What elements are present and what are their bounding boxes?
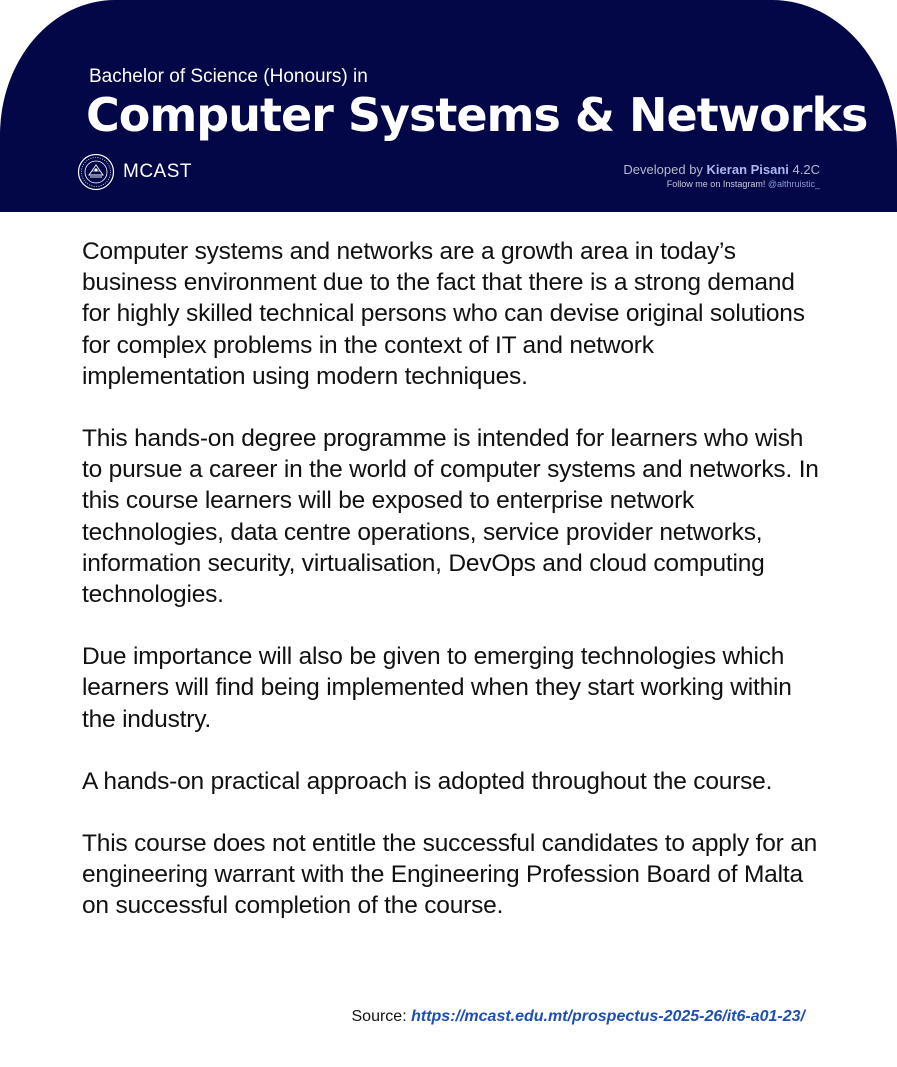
page-title: Computer Systems & Networks bbox=[86, 88, 868, 142]
description-paragraph: A hands-on practical approach is adopted throughout the course. bbox=[82, 767, 773, 795]
source-label: Source: bbox=[351, 1008, 412, 1025]
brand-name: MCAST bbox=[123, 161, 192, 182]
author-name: Kieran Pisani bbox=[706, 162, 789, 177]
description-paragraph: This hands-on degree programme is intended for learners who wish to pursue a career in the world of computer systems and networks. In this course learners will be exposed to enterprise network technologies, data centre operations, service provider networks, information security, virtualisation, DevOps and cloud computing technologies. bbox=[82, 425, 819, 609]
course-description bbox=[82, 236, 822, 953]
follow-text: Follow me on Instagram! bbox=[666, 179, 768, 189]
mcast-seal-icon bbox=[77, 153, 115, 191]
instagram-line bbox=[623, 178, 820, 190]
credit-line bbox=[623, 161, 820, 178]
author-credit bbox=[623, 161, 820, 190]
instagram-handle[interactable]: @althruistic_ bbox=[767, 179, 820, 189]
source-citation bbox=[352, 1006, 806, 1028]
header-banner bbox=[0, 0, 897, 212]
credit-prefix: Developed by bbox=[623, 162, 707, 177]
description-paragraph: Computer systems and networks are a growth area in today’s business environment due to the fact that there is a strong demand for highly skilled technical persons who can devise original solutions for complex problems in the context of IT and network implementation using modern techniques. bbox=[82, 238, 805, 390]
mcast-logo bbox=[77, 153, 192, 191]
description-paragraph: This course does not entitle the successful candidates to apply for an engineering warrant with the Engineering Profession Board of Malta on successful completion of the course. bbox=[82, 830, 818, 920]
degree-subtitle: Bachelor of Science (Honours) in bbox=[89, 66, 368, 87]
description-paragraph: Due importance will also be given to emerging technologies which learners will find being implemented when they start working within the industry. bbox=[82, 643, 792, 733]
source-link[interactable]: https://mcast.edu.mt/prospectus-2025-26/it6-a01-23/ bbox=[411, 1008, 805, 1025]
credit-suffix: 4.2C bbox=[788, 162, 820, 177]
